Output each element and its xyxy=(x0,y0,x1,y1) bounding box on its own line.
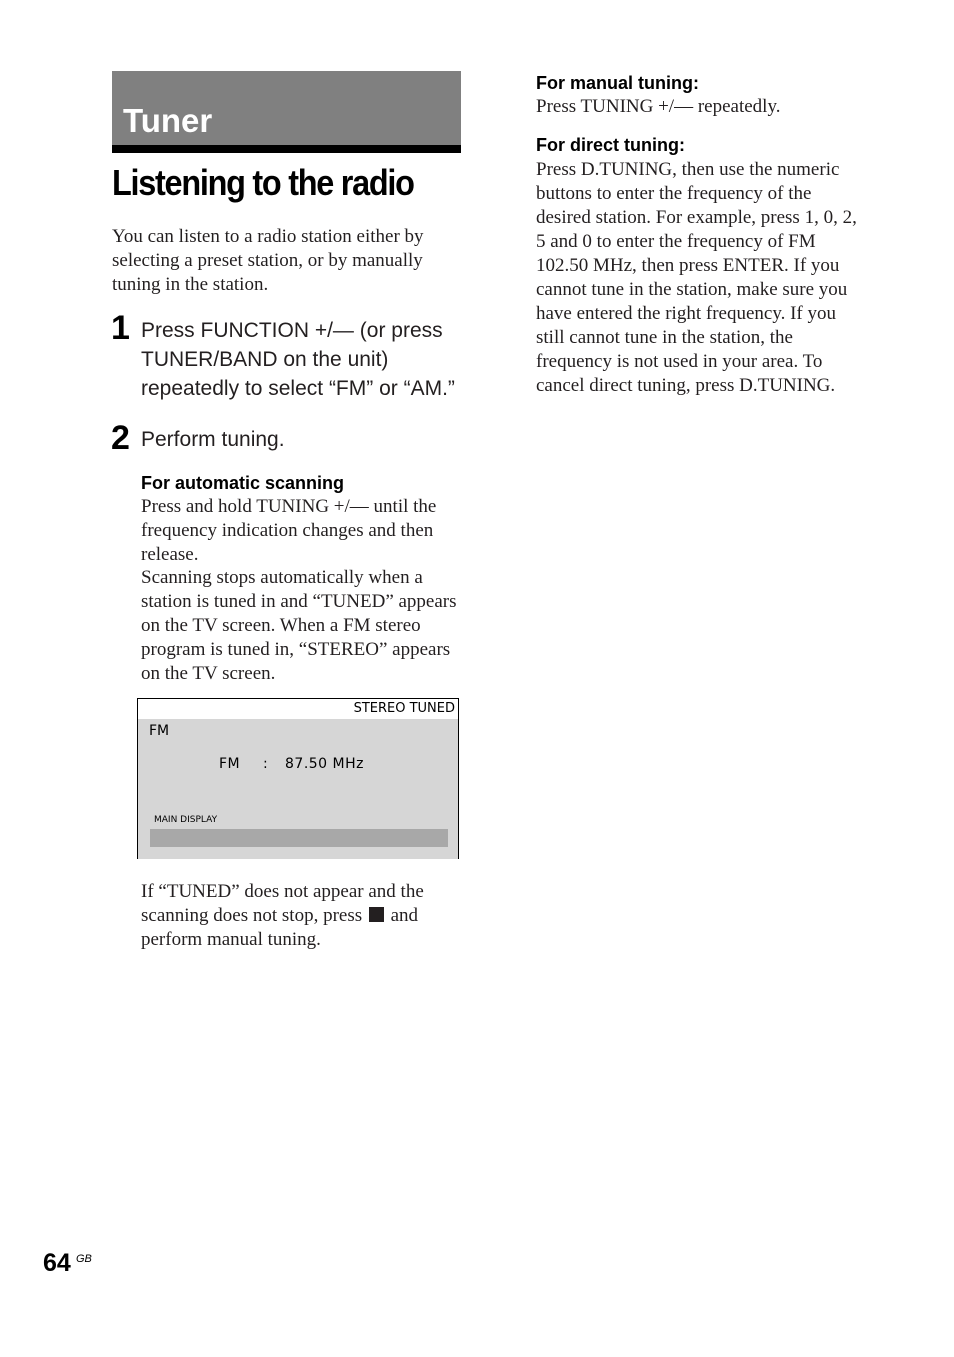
tv-frequency-separator: : xyxy=(263,756,269,772)
direct-tuning-text: Press D.TUNING, then use the numeric buttons to enter the frequency of the desired station. For example, press 1, 0, 2, 5 and 0 to enter the frequency of FM 102.50 MHz, then press ENTER. If you cannot tune in the station, make sure you have entered the right frequency. If you still cannot tune in the station, the frequency is not used in your area. To cancel direct tuning, press D.TUNING. xyxy=(536,159,857,396)
step-1-number: 1 xyxy=(111,309,130,347)
tv-screen-illustration xyxy=(137,698,459,859)
tv-band-label: FM xyxy=(149,723,170,739)
tv-frequency-value: 87.50 MHz xyxy=(285,756,364,772)
tv-frequency-band: FM xyxy=(219,756,241,772)
direct-tuning-heading: For direct tuning: xyxy=(536,135,685,155)
automatic-scanning-heading: For automatic scanning xyxy=(141,473,345,493)
section-label: Tuner xyxy=(123,102,213,139)
page-number: 64 xyxy=(43,1249,71,1277)
step-2-text: Perform tuning. xyxy=(141,428,285,451)
intro-paragraph: You can listen to a radio station either by selecting a preset station, or by manually tuning in the station. xyxy=(112,226,424,295)
step-2-number: 2 xyxy=(111,419,130,457)
tv-main-display-label: MAIN DISPLAY xyxy=(154,815,218,825)
tv-status-text: STEREO TUNED xyxy=(353,701,455,716)
stop-icon xyxy=(369,907,384,922)
step-1-text: Press FUNCTION +/— (or press TUNER/BAND on the unit) repeatedly to select “FM” or “AM.” xyxy=(141,319,455,400)
note-text-before: If “TUNED” does not appear and the scanning does not stop, press xyxy=(141,881,424,926)
automatic-scanning-text-1: Press and hold TUNING +/— until the frequency indication changes and then release. xyxy=(141,496,437,565)
page-region-code: GB xyxy=(76,1253,92,1265)
note-text-after: and perform manual tuning. xyxy=(141,905,419,950)
section-divider xyxy=(112,145,461,153)
manual-tuning-text: Press TUNING +/— repeatedly. xyxy=(536,96,781,117)
automatic-scanning-text-2: Scanning stops automatically when a station is tuned in and “TUNED” appears on the TV screen. When a FM stereo program is tuned in, “STEREO” appears on the TV screen. xyxy=(141,567,457,684)
section-header xyxy=(112,71,461,145)
tv-main-display-field xyxy=(150,829,448,847)
note-paragraph xyxy=(141,880,461,952)
page-title: Listening to the radio xyxy=(112,162,414,203)
manual-tuning-heading: For manual tuning: xyxy=(536,73,699,93)
tv-status-bar xyxy=(138,699,458,719)
